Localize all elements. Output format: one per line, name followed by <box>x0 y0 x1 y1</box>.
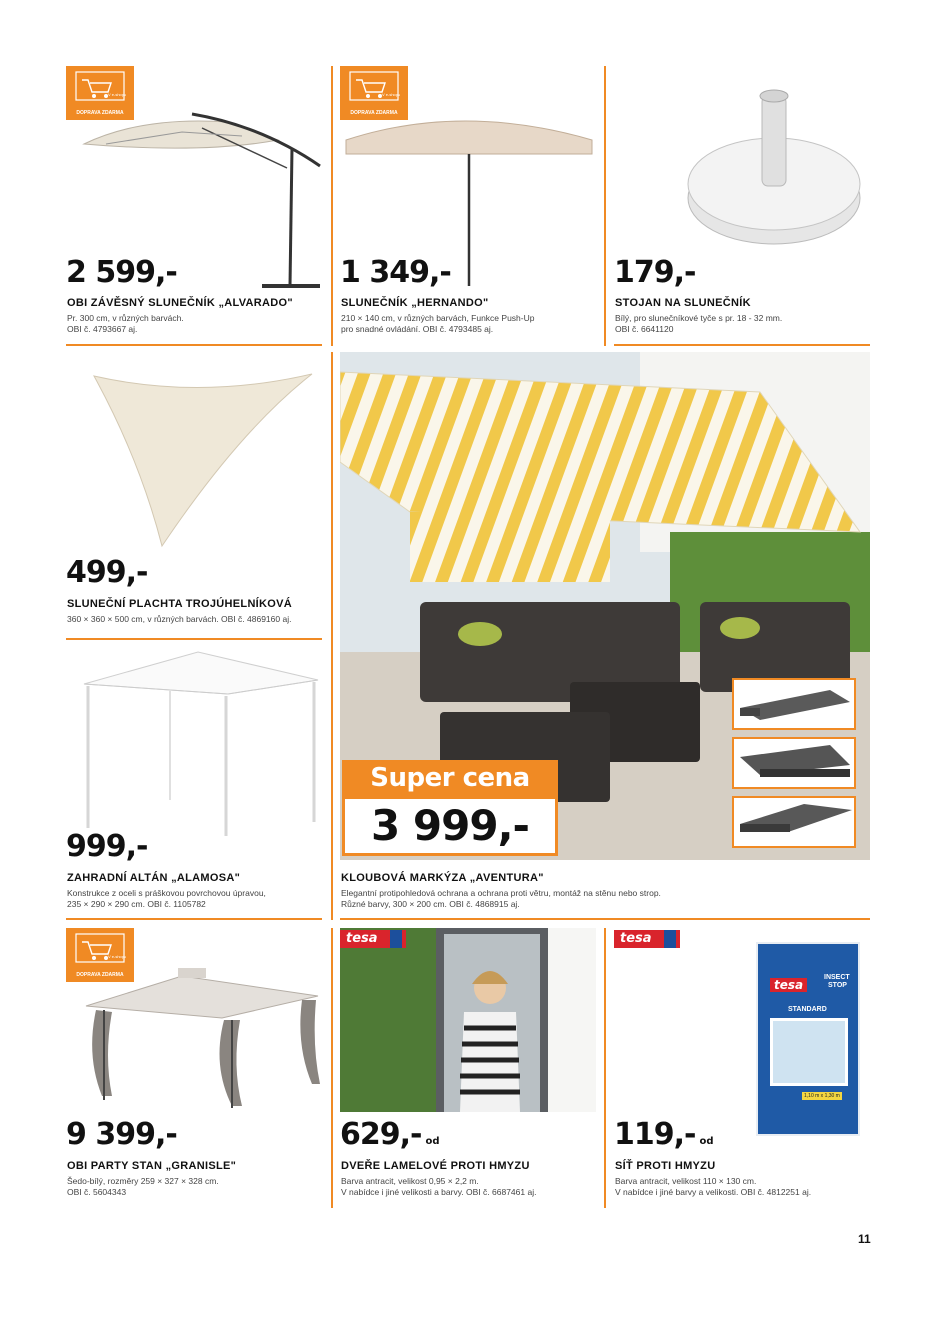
price-hernando: 1 349,- <box>340 255 451 290</box>
desc-insect-net-2: V nabídce i jiné barvy a velikosti. OBI č. 4812251 aj. <box>615 1187 812 1197</box>
price-insect-net <box>614 1117 714 1152</box>
package-window-image <box>770 1018 848 1086</box>
divider-row2-left <box>66 638 322 640</box>
badge-eshop-text: V e-shopu <box>108 954 127 959</box>
desc-alvarado-1: Pr. 300 cm, v různých barvách. <box>67 313 184 323</box>
desc-alamosa-2: 235 × 290 × 290 cm. OBI č. 1105782 <box>67 899 206 909</box>
price-granisle: 9 399,- <box>66 1117 177 1152</box>
tesa-logo <box>340 930 406 948</box>
tesa-logo-text: tesa <box>346 931 378 946</box>
insect-net-package <box>756 942 860 1136</box>
divider-row3-right <box>340 918 870 920</box>
cart-icon <box>72 932 128 964</box>
price-from-label: od <box>425 1136 440 1147</box>
desc-alamosa-1: Konstrukce z oceli s práškovou povrchovou úpravou, <box>67 888 266 898</box>
package-variant: STANDARD <box>788 1006 827 1013</box>
divider-col2-row4 <box>604 928 606 1208</box>
price-insect-net-value: 119,- <box>614 1117 696 1152</box>
title-alvarado: OBI ZÁVĚSNÝ SLUNEČNÍK „ALVARADO" <box>67 297 293 309</box>
badge-eshop-text: V e-shopu <box>382 92 401 97</box>
cart-icon <box>346 70 402 102</box>
desc-hernando-1: 210 × 140 cm, v různých barvách, Funkce Push-Up <box>341 313 535 323</box>
price-alvarado: 2 599,- <box>66 255 177 290</box>
title-insect-door: DVEŘE LAMELOVÉ PROTI HMYZU <box>341 1160 530 1172</box>
desc-insect-net-1: Barva antracit, velikost 110 × 130 cm. <box>615 1176 757 1186</box>
badge-eshop-text: V e-shopu <box>108 92 127 97</box>
divider-col2-row1 <box>604 66 606 346</box>
desc-granisle-1: Šedo-bílý, rozměry 259 × 327 × 328 cm. <box>67 1176 219 1186</box>
package-line1: INSECT <box>824 974 850 981</box>
tesa-logo-text: tesa <box>620 931 652 946</box>
divider-row1-right <box>614 344 870 346</box>
page-number: 11 <box>858 1232 871 1246</box>
title-aventura: KLOUBOVÁ MARKÝZA „AVENTURA" <box>341 872 544 884</box>
desc-sun-sail-1: 360 × 360 × 500 cm, v různých barvách. OBI č. 4869160 aj. <box>67 614 292 624</box>
desc-hernando-2: pro snadné ovládání. OBI č. 4793485 aj. <box>341 324 494 334</box>
super-price-label: Super cena <box>342 760 558 796</box>
package-line2: STOP <box>828 982 847 989</box>
price-insect-door-value: 629,- <box>340 1117 422 1152</box>
divider-col1-row2 <box>331 352 333 920</box>
package-brand: tesa <box>770 978 807 992</box>
gazebo-alamosa-image <box>78 650 324 840</box>
desc-insect-door-1: Barva antracit, velikost 0,95 × 2,2 m. <box>341 1176 479 1186</box>
desc-granisle-2: OBI č. 5604343 <box>67 1187 127 1197</box>
party-tent-granisle-image <box>82 966 322 1112</box>
price-sun-sail: 499,- <box>66 555 148 590</box>
umbrella-stand-image <box>686 86 862 246</box>
badge-shipping-text: DOPRAVA ZDARMA <box>350 110 398 116</box>
price-from-label: od <box>699 1136 714 1147</box>
desc-alvarado-2: OBI č. 4793667 aj. <box>67 324 138 334</box>
price-stand: 179,- <box>614 255 696 290</box>
desc-aventura-1: Elegantní protipohledová ochrana a ochrana proti větru, montáž na stěnu nebo strop. <box>341 888 661 898</box>
divider-col1-row1 <box>331 66 333 346</box>
desc-stand-1: Bílý, pro slunečníkové tyče s pr. 18 - 32 mm. <box>615 313 783 323</box>
super-price-value: 3 999,- <box>342 796 558 856</box>
package-size: 1,10 m x 1,30 m <box>804 1093 840 1099</box>
awning-thumbnail-1 <box>732 678 856 730</box>
title-sun-sail: SLUNEČNÍ PLACHTA TROJÚHELNÍKOVÁ <box>67 598 293 610</box>
desc-insect-door-2: V nabídce i jiné velikosti a barvy. OBI č. 6687461 aj. <box>341 1187 537 1197</box>
badge-shipping-text: DOPRAVA ZDARMA <box>76 972 124 978</box>
tesa-logo <box>614 930 680 948</box>
title-granisle: OBI PARTY STAN „GRANISLE" <box>67 1160 237 1172</box>
desc-stand-2: OBI č. 6641120 <box>615 324 674 334</box>
sun-sail-image <box>90 370 320 550</box>
price-alamosa: 999,- <box>66 829 148 864</box>
divider-row1-left <box>66 344 322 346</box>
desc-aventura-2: Různé barvy, 300 × 200 cm. OBI č. 4868915 aj. <box>341 899 520 909</box>
insect-door-photo <box>340 928 596 1112</box>
divider-row3-left <box>66 918 322 920</box>
cart-icon <box>72 70 128 102</box>
title-stand: STOJAN NA SLUNEČNÍK <box>615 297 751 309</box>
title-hernando: SLUNEČNÍK „HERNANDO" <box>341 297 489 309</box>
title-insect-net: SÍŤ PROTI HMYZU <box>615 1160 716 1172</box>
price-insect-door <box>340 1117 440 1152</box>
badge-shipping-text: DOPRAVA ZDARMA <box>76 110 124 116</box>
awning-thumbnail-3 <box>732 796 856 848</box>
awning-thumbnail-2 <box>732 737 856 789</box>
title-alamosa: ZAHRADNÍ ALTÁN „ALAMOSA" <box>67 872 241 884</box>
divider-col1-row4 <box>331 928 333 1208</box>
